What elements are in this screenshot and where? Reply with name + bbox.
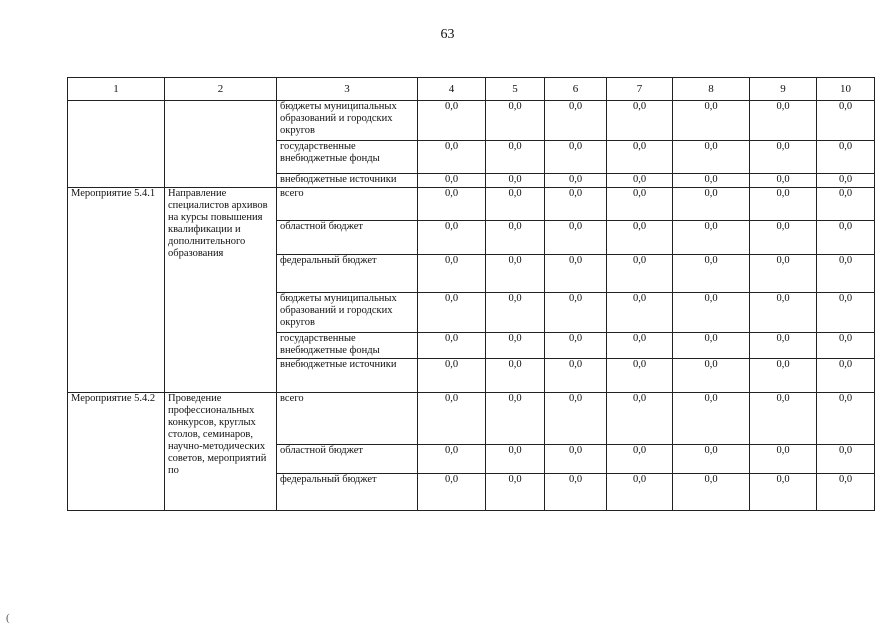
value-cell: 0,0 [750, 333, 817, 359]
value-cell: 0,0 [817, 333, 875, 359]
funding-source: государственные внебюджетные фонды [277, 141, 418, 174]
value-cell: 0,0 [545, 255, 607, 293]
value-cell: 0,0 [486, 221, 545, 255]
funding-source: областной бюджет [277, 221, 418, 255]
value-cell: 0,0 [418, 445, 486, 474]
table-row [68, 188, 875, 221]
value-cell: 0,0 [673, 393, 750, 445]
value-cell: 0,0 [486, 101, 545, 141]
value-cell: 0,0 [673, 333, 750, 359]
value-cell: 0,0 [750, 141, 817, 174]
value-cell: 0,0 [418, 101, 486, 141]
value-cell: 0,0 [673, 221, 750, 255]
value-cell: 0,0 [673, 188, 750, 221]
value-cell: 0,0 [673, 174, 750, 188]
funding-source: бюджеты муниципальных образований и городских округов [277, 293, 418, 333]
value-cell: 0,0 [607, 445, 673, 474]
value-cell: 0,0 [817, 474, 875, 511]
value-cell: 0,0 [545, 359, 607, 393]
page-number: 63 [440, 27, 455, 42]
value-cell: 0,0 [418, 333, 486, 359]
column-header: 5 [486, 78, 545, 101]
value-cell: 0,0 [486, 445, 545, 474]
value-cell: 0,0 [817, 255, 875, 293]
funding-source: федеральный бюджет [277, 474, 418, 511]
value-cell: 0,0 [418, 221, 486, 255]
value-cell: 0,0 [750, 445, 817, 474]
activity-description-cell [165, 101, 277, 188]
column-header: 2 [165, 78, 277, 101]
value-cell: 0,0 [486, 255, 545, 293]
value-cell: 0,0 [607, 174, 673, 188]
value-cell: 0,0 [486, 141, 545, 174]
value-cell: 0,0 [607, 255, 673, 293]
value-cell: 0,0 [418, 474, 486, 511]
value-cell: 0,0 [673, 474, 750, 511]
value-cell: 0,0 [545, 101, 607, 141]
column-header: 6 [545, 78, 607, 101]
value-cell: 0,0 [750, 101, 817, 141]
value-cell: 0,0 [673, 293, 750, 333]
value-cell: 0,0 [817, 293, 875, 333]
value-cell: 0,0 [607, 101, 673, 141]
value-cell: 0,0 [418, 255, 486, 293]
column-header: 8 [673, 78, 750, 101]
table-row [68, 393, 875, 445]
activity-code-cell [68, 101, 165, 188]
value-cell: 0,0 [545, 333, 607, 359]
value-cell: 0,0 [673, 359, 750, 393]
value-cell: 0,0 [817, 174, 875, 188]
value-cell: 0,0 [817, 188, 875, 221]
value-cell: 0,0 [545, 445, 607, 474]
value-cell: 0,0 [750, 359, 817, 393]
column-header: 10 [817, 78, 875, 101]
value-cell: 0,0 [418, 174, 486, 188]
value-cell: 0,0 [607, 474, 673, 511]
value-cell: 0,0 [607, 333, 673, 359]
value-cell: 0,0 [418, 393, 486, 445]
activity-code: Мероприятие 5.4.1 [68, 188, 165, 393]
value-cell: 0,0 [486, 393, 545, 445]
funding-source: внебюджетные источники [277, 359, 418, 393]
funding-source: всего [277, 188, 418, 221]
value-cell: 0,0 [607, 293, 673, 333]
value-cell: 0,0 [673, 101, 750, 141]
value-cell: 0,0 [750, 293, 817, 333]
funding-source: всего [277, 393, 418, 445]
funding-source: бюджеты муниципальных образований и городских округов [277, 101, 418, 141]
value-cell: 0,0 [607, 359, 673, 393]
value-cell: 0,0 [545, 174, 607, 188]
value-cell: 0,0 [817, 393, 875, 445]
activity-description: Проведение профессиональных конкурсов, круглых столов, семинаров, научно-методических советов, мероприятий по [165, 393, 277, 511]
value-cell: 0,0 [486, 474, 545, 511]
value-cell: 0,0 [545, 393, 607, 445]
value-cell: 0,0 [486, 333, 545, 359]
value-cell: 0,0 [545, 141, 607, 174]
value-cell: 0,0 [607, 141, 673, 174]
value-cell: 0,0 [486, 174, 545, 188]
value-cell: 0,0 [750, 188, 817, 221]
column-header: 7 [607, 78, 673, 101]
column-header: 9 [750, 78, 817, 101]
value-cell: 0,0 [486, 188, 545, 221]
value-cell: 0,0 [817, 141, 875, 174]
value-cell: 0,0 [418, 293, 486, 333]
table-row [68, 101, 875, 141]
stray-mark: ( [6, 612, 10, 624]
funding-source: внебюджетные источники [277, 174, 418, 188]
value-cell: 0,0 [750, 255, 817, 293]
value-cell: 0,0 [673, 445, 750, 474]
value-cell: 0,0 [545, 474, 607, 511]
value-cell: 0,0 [545, 293, 607, 333]
value-cell: 0,0 [817, 359, 875, 393]
value-cell: 0,0 [750, 174, 817, 188]
column-header: 4 [418, 78, 486, 101]
value-cell: 0,0 [486, 359, 545, 393]
value-cell: 0,0 [750, 474, 817, 511]
funding-source: федеральный бюджет [277, 255, 418, 293]
value-cell: 0,0 [545, 188, 607, 221]
value-cell: 0,0 [418, 188, 486, 221]
value-cell: 0,0 [750, 393, 817, 445]
value-cell: 0,0 [486, 293, 545, 333]
value-cell: 0,0 [817, 101, 875, 141]
funding-source: областной бюджет [277, 445, 418, 474]
column-header: 1 [68, 78, 165, 101]
column-header: 3 [277, 78, 418, 101]
funding-source: государственные внебюджетные фонды [277, 333, 418, 359]
value-cell: 0,0 [607, 221, 673, 255]
value-cell: 0,0 [817, 445, 875, 474]
value-cell: 0,0 [607, 393, 673, 445]
value-cell: 0,0 [418, 359, 486, 393]
value-cell: 0,0 [673, 255, 750, 293]
value-cell: 0,0 [607, 188, 673, 221]
value-cell: 0,0 [418, 141, 486, 174]
header-row [68, 78, 875, 101]
budget-table [67, 77, 875, 511]
activity-code: Мероприятие 5.4.2 [68, 393, 165, 511]
value-cell: 0,0 [817, 221, 875, 255]
value-cell: 0,0 [750, 221, 817, 255]
value-cell: 0,0 [673, 141, 750, 174]
activity-description: Направление специалистов архивов на курсы повышения квалификации и дополнительного образования [165, 188, 277, 393]
value-cell: 0,0 [545, 221, 607, 255]
